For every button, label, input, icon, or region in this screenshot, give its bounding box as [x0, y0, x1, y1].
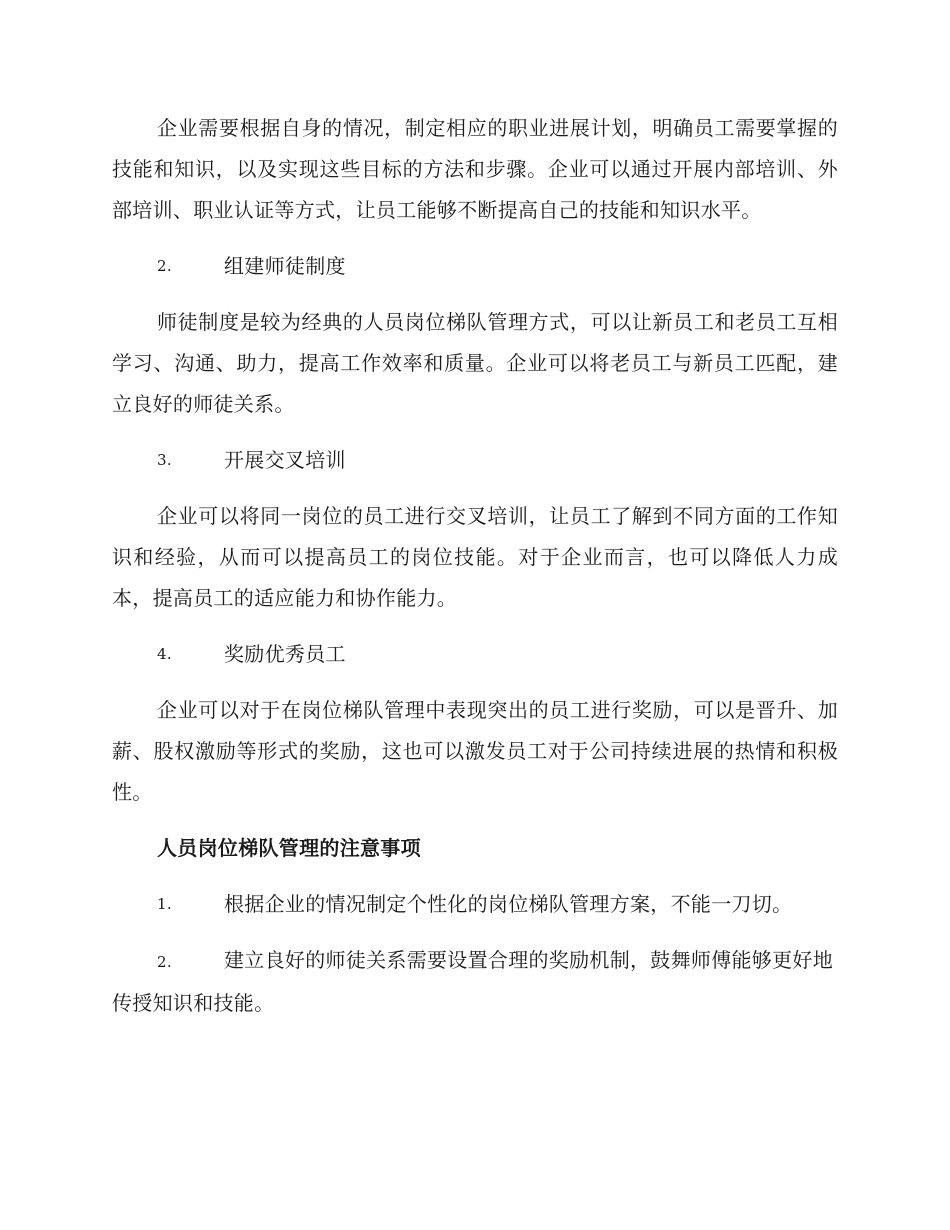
paragraph-rewards: 企业可以对于在岗位梯队管理中表现突出的员工进行奖励，可以是晋升、加薪、股权激励等形式的奖励，这也可以激发员工对于公司持续进展的热情和积极性。: [112, 698, 838, 804]
list-number: 1.: [157, 895, 172, 913]
list-item-label: 奖励优秀员工: [224, 642, 346, 666]
list-number: 3.: [157, 451, 172, 469]
paragraph-cross-training: 企业可以将同一岗位的员工进行交叉培训，让员工了解到不同方面的工作知识和经验，从而可以提高员工的岗位技能。对于企业而言，也可以降低人力成本，提高员工的适应能力和协作能力。: [112, 504, 838, 610]
list-number: 4.: [157, 645, 172, 663]
note-item-1: [112, 884, 838, 925]
list-number: 2.: [157, 953, 172, 971]
note-item-2: [112, 940, 838, 1024]
list-item-rewards: [112, 634, 838, 675]
paragraph-mentorship: 师徒制度是较为经典的人员岗位梯队管理方式，可以让新员工和老员工互相学习、沟通、助力，提高工作效率和质量。企业可以将老员工与新员工匹配，建立良好的师徒关系。: [112, 310, 838, 416]
list-item-cross-training: [112, 440, 838, 481]
note-text: 根据企业的情况制定个性化的岗位梯队管理方案，不能一刀切。: [224, 892, 793, 916]
section-heading: 人员岗位梯队管理的注意事项: [157, 836, 421, 860]
document-body: [112, 108, 838, 1024]
list-number: 2.: [157, 257, 172, 275]
paragraph-career-plan: 企业需要根据自身的情况，制定相应的职业进展计划，明确员工需要掌握的技能和知识，以及实现这些目标的方法和步骤。企业可以通过开展内部培训、外部培训、职业认证等方式，让员工能够不断提高自己的技能和知识水平。: [112, 116, 838, 222]
list-item-mentorship: [112, 246, 838, 287]
list-item-label: 开展交叉培训: [224, 448, 346, 472]
list-item-label: 组建师徒制度: [224, 254, 346, 278]
note-text: 建立良好的师徒关系需要设置合理的奖励机制，鼓舞师傅能够更好地传授知识和技能。: [112, 948, 833, 1015]
